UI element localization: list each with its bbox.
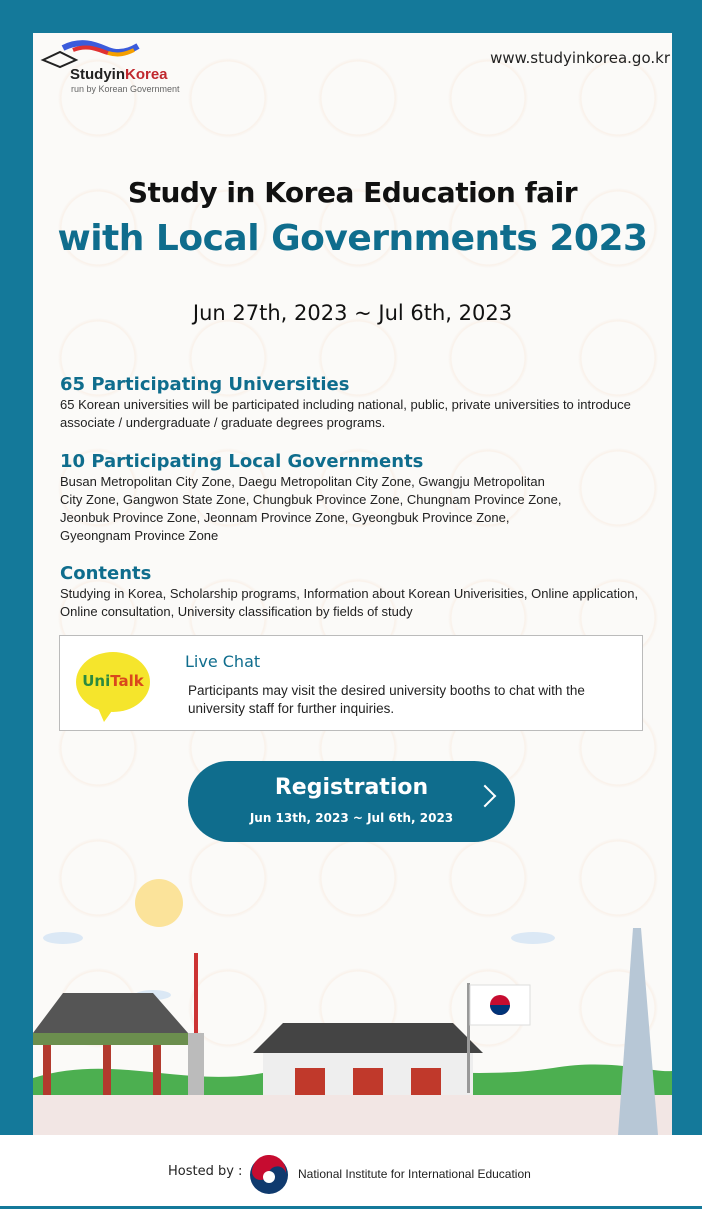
hosted-by-label: Hosted by : bbox=[168, 1164, 243, 1179]
section-contents bbox=[60, 563, 650, 621]
live-chat-description: Participants may visit the desired university booths to chat with the university staff for further inquiries. bbox=[188, 683, 585, 716]
namsan-tower bbox=[188, 953, 204, 1095]
sun-icon bbox=[135, 879, 183, 927]
section-heading: Contents bbox=[60, 563, 152, 584]
registration-label: Registration bbox=[274, 775, 429, 800]
section-universities bbox=[60, 374, 650, 432]
gwanghwamun-gate bbox=[253, 1023, 483, 1095]
logo-subtitle: run by Korean Government bbox=[71, 84, 180, 94]
live-chat-box[interactable] bbox=[59, 635, 643, 731]
korea-landmarks-illustration bbox=[33, 873, 672, 1135]
registration-dates: Jun 13th, 2023 ~ Jul 6th, 2023 bbox=[249, 811, 454, 825]
live-chat-title: Live Chat bbox=[185, 652, 261, 671]
website-url[interactable]: www.studyinkorea.go.kr bbox=[490, 49, 670, 67]
studyinkorea-logo[interactable] bbox=[38, 38, 208, 98]
section-heading: 10 Participating Local Governments bbox=[60, 451, 424, 472]
logo-text: StudyinKorea bbox=[70, 66, 168, 83]
section-heading: 65 Participating Universities bbox=[60, 374, 350, 395]
poster bbox=[33, 33, 672, 1135]
section-body: 65 Korean universities will be participated including national, public, private universities to introduce associate / undergraduate / graduate degrees programs. bbox=[60, 397, 631, 430]
section-local-governments bbox=[60, 451, 650, 545]
government-emblem-icon bbox=[249, 1155, 289, 1195]
lotte-tower bbox=[618, 928, 658, 1135]
host-organization[interactable]: National Institute for International Education bbox=[298, 1167, 531, 1181]
footer bbox=[0, 1135, 702, 1209]
event-dates: Jun 27th, 2023 ~ Jul 6th, 2023 bbox=[192, 301, 513, 325]
title-line-1: Study in Korea Education fair bbox=[127, 176, 578, 209]
title-line-2: with Local Governments 2023 bbox=[57, 218, 648, 259]
section-body: Studying in Korea, Scholarship programs, Information about Korean Univerisities, Online application, Online consultation, University classification by fields of study bbox=[60, 586, 639, 619]
unitalk-logo: UniTalk bbox=[76, 652, 150, 712]
registration-button[interactable] bbox=[188, 761, 515, 842]
section-body: Busan Metropolitan City Zone, Daegu Metropolitan City Zone, Gwangju Metropolitan City Zone, Gangwon State Zone, Chungbuk Province Zone, Chungnam Province Zone, Jeonbuk Province Zone, Jeonnam Province Zone, Gyeongbuk Province Zone, Gyeongnam Province Zone bbox=[60, 474, 562, 543]
